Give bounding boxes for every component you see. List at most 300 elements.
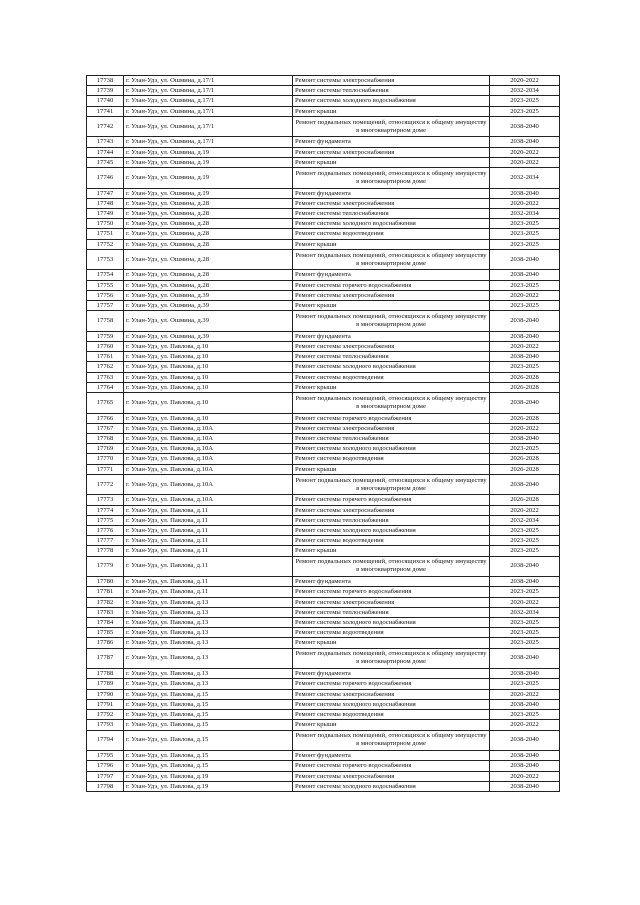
row-number: 17786	[87, 638, 124, 648]
address-cell: г. Улан-Удэ, ул. Ошмина, д.28	[124, 209, 293, 219]
table-row	[87, 679, 560, 689]
address-cell: г. Улан-Удэ, ул. Павлова, д.11	[124, 546, 293, 556]
work-type-cell: Ремонт системы водоотведения	[293, 536, 490, 546]
period-cell: 2020-2022	[490, 720, 560, 730]
address-cell: г. Улан-Удэ, ул. Ошмина, д.17/1	[124, 137, 293, 147]
work-type-cell: Ремонт фундамента	[293, 331, 490, 341]
period-cell: 2038-2040	[490, 648, 560, 669]
table-row	[87, 413, 560, 423]
table-row	[87, 587, 560, 597]
work-type-cell: Ремонт системы горячего водоснабжения	[293, 761, 490, 771]
row-number: 17766	[87, 413, 124, 423]
row-number: 17758	[87, 311, 124, 332]
period-cell: 2038-2040	[490, 577, 560, 587]
period-cell: 2032-2034	[490, 209, 560, 219]
table-row	[87, 116, 560, 137]
row-number: 17757	[87, 301, 124, 311]
address-cell: г. Улан-Удэ, ул. Павлова, д.10А	[124, 423, 293, 433]
period-cell: 2026-2028	[490, 413, 560, 423]
address-cell: г. Улан-Удэ, ул. Ошмина, д.19	[124, 157, 293, 167]
period-cell: 2038-2040	[490, 761, 560, 771]
period-cell: 2038-2040	[490, 116, 560, 137]
address-cell: г. Улан-Удэ, ул. Павлова, д.19	[124, 781, 293, 791]
address-cell: г. Улан-Удэ, ул. Павлова, д.15	[124, 730, 293, 751]
address-cell: г. Улан-Удэ, ул. Павлова, д.10А	[124, 474, 293, 495]
work-type-cell: Ремонт подвальных помещений, относящихся к общему имуществу в многоквартирном доме	[293, 116, 490, 137]
table-row	[87, 331, 560, 341]
address-cell: г. Улан-Удэ, ул. Павлова, д.13	[124, 618, 293, 628]
row-number: 17785	[87, 628, 124, 638]
row-number: 17749	[87, 209, 124, 219]
table-row	[87, 597, 560, 607]
period-cell: 2038-2040	[490, 474, 560, 495]
table-row	[87, 301, 560, 311]
address-cell: г. Улан-Удэ, ул. Ошмина, д.39	[124, 301, 293, 311]
table-row	[87, 280, 560, 290]
work-type-cell: Ремонт системы водоотведения	[293, 710, 490, 720]
row-number: 17739	[87, 86, 124, 96]
work-type-cell: Ремонт крыши	[293, 464, 490, 474]
table-row	[87, 86, 560, 96]
address-cell: г. Улан-Удэ, ул. Павлова, д.10	[124, 342, 293, 352]
address-cell: г. Улан-Удэ, ул. Павлова, д.13	[124, 607, 293, 617]
address-cell: г. Улан-Удэ, ул. Павлова, д.11	[124, 515, 293, 525]
address-cell: г. Улан-Удэ, ул. Ошмина, д.28	[124, 249, 293, 270]
row-number: 17741	[87, 106, 124, 116]
work-type-cell: Ремонт подвальных помещений, относящихся к общему имуществу в многоквартирном доме	[293, 730, 490, 751]
row-number: 17754	[87, 270, 124, 280]
table-row	[87, 536, 560, 546]
period-cell: 2020-2022	[490, 198, 560, 208]
row-number: 17761	[87, 352, 124, 362]
table-row	[87, 607, 560, 617]
address-cell: г. Улан-Удэ, ул. Ошмина, д.28	[124, 270, 293, 280]
work-type-cell: Ремонт системы холодного водоснабжения	[293, 618, 490, 628]
address-cell: г. Улан-Удэ, ул. Павлова, д.10	[124, 393, 293, 414]
table-row	[87, 423, 560, 433]
period-cell: 2038-2040	[490, 331, 560, 341]
address-cell: г. Улан-Удэ, ул. Павлова, д.10	[124, 362, 293, 372]
work-type-cell: Ремонт системы водоотведения	[293, 372, 490, 382]
table-row	[87, 638, 560, 648]
table-row	[87, 372, 560, 382]
address-cell: г. Улан-Удэ, ул. Ошмина, д.28	[124, 239, 293, 249]
row-number: 17784	[87, 618, 124, 628]
table-row	[87, 464, 560, 474]
row-number: 17787	[87, 648, 124, 669]
address-cell: г. Улан-Удэ, ул. Павлова, д.11	[124, 526, 293, 536]
row-number: 17740	[87, 96, 124, 106]
period-cell: 2023-2025	[490, 106, 560, 116]
work-type-cell: Ремонт крыши	[293, 239, 490, 249]
period-cell: 2026-2028	[490, 495, 560, 505]
period-cell: 2026-2028	[490, 464, 560, 474]
address-cell: г. Улан-Удэ, ул. Павлова, д.15	[124, 720, 293, 730]
table-row	[87, 229, 560, 239]
table-row	[87, 648, 560, 669]
work-type-cell: Ремонт системы электроснабжения	[293, 147, 490, 157]
period-cell: 2023-2025	[490, 444, 560, 454]
row-number: 17738	[87, 76, 124, 86]
address-cell: г. Улан-Удэ, ул. Ошмина, д.28	[124, 219, 293, 229]
table-row	[87, 699, 560, 709]
row-number: 17794	[87, 730, 124, 751]
work-type-cell: Ремонт системы водоотведения	[293, 454, 490, 464]
table-row	[87, 710, 560, 720]
period-cell: 2020-2022	[490, 157, 560, 167]
address-cell: г. Улан-Удэ, ул. Павлова, д.19	[124, 771, 293, 781]
period-cell: 2023-2025	[490, 679, 560, 689]
table-row	[87, 515, 560, 525]
row-number: 17783	[87, 607, 124, 617]
row-number: 17777	[87, 536, 124, 546]
period-cell: 2032-2034	[490, 515, 560, 525]
table-row	[87, 577, 560, 587]
period-cell: 2023-2025	[490, 618, 560, 628]
row-number: 17760	[87, 342, 124, 352]
row-number: 17751	[87, 229, 124, 239]
work-type-cell: Ремонт фундамента	[293, 669, 490, 679]
row-number: 17763	[87, 372, 124, 382]
table-body	[87, 76, 560, 792]
work-type-cell: Ремонт системы теплоснабжения	[293, 209, 490, 219]
address-cell: г. Улан-Удэ, ул. Ошмина, д.39	[124, 290, 293, 300]
work-type-cell: Ремонт системы электроснабжения	[293, 342, 490, 352]
row-number: 17742	[87, 116, 124, 137]
address-cell: г. Улан-Удэ, ул. Павлова, д.10А	[124, 454, 293, 464]
address-cell: г. Улан-Удэ, ул. Ошмина, д.39	[124, 331, 293, 341]
table-row	[87, 137, 560, 147]
address-cell: г. Улан-Удэ, ул. Павлова, д.13	[124, 679, 293, 689]
row-number: 17746	[87, 168, 124, 189]
row-number: 17769	[87, 444, 124, 454]
period-cell: 2023-2025	[490, 536, 560, 546]
work-type-cell: Ремонт системы холодного водоснабжения	[293, 526, 490, 536]
period-cell: 2020-2022	[490, 76, 560, 86]
address-cell: г. Улан-Удэ, ул. Ошмина, д.19	[124, 147, 293, 157]
work-type-cell: Ремонт подвальных помещений, относящихся к общему имуществу в многоквартирном доме	[293, 393, 490, 414]
work-type-cell: Ремонт системы электроснабжения	[293, 771, 490, 781]
period-cell: 2038-2040	[490, 393, 560, 414]
period-cell: 2038-2040	[490, 311, 560, 332]
table-row	[87, 76, 560, 86]
work-type-cell: Ремонт крыши	[293, 106, 490, 116]
table-row	[87, 474, 560, 495]
row-number: 17792	[87, 710, 124, 720]
work-type-cell: Ремонт подвальных помещений, относящихся к общему имуществу в многоквартирном доме	[293, 249, 490, 270]
row-number: 17776	[87, 526, 124, 536]
work-type-cell: Ремонт фундамента	[293, 188, 490, 198]
work-type-cell: Ремонт фундамента	[293, 577, 490, 587]
address-cell: г. Улан-Удэ, ул. Павлова, д.15	[124, 699, 293, 709]
table-row	[87, 771, 560, 781]
table-row	[87, 628, 560, 638]
period-cell: 2038-2040	[490, 137, 560, 147]
address-cell: г. Улан-Удэ, ул. Павлова, д.11	[124, 536, 293, 546]
table-row	[87, 495, 560, 505]
work-type-cell: Ремонт системы горячего водоснабжения	[293, 413, 490, 423]
work-type-cell: Ремонт системы водоотведения	[293, 628, 490, 638]
work-type-cell: Ремонт системы холодного водоснабжения	[293, 96, 490, 106]
table-row	[87, 730, 560, 751]
address-cell: г. Улан-Удэ, ул. Павлова, д.15	[124, 689, 293, 699]
address-cell: г. Улан-Удэ, ул. Павлова, д.10	[124, 352, 293, 362]
row-number: 17748	[87, 198, 124, 208]
address-cell: г. Улан-Удэ, ул. Ошмина, д.28	[124, 280, 293, 290]
table-row	[87, 209, 560, 219]
period-cell: 2038-2040	[490, 270, 560, 280]
work-type-cell: Ремонт системы электроснабжения	[293, 198, 490, 208]
row-number: 17796	[87, 761, 124, 771]
work-type-cell: Ремонт подвальных помещений, относящихся к общему имуществу в многоквартирном доме	[293, 648, 490, 669]
period-cell: 2032-2034	[490, 86, 560, 96]
row-number: 17791	[87, 699, 124, 709]
period-cell: 2032-2034	[490, 607, 560, 617]
address-cell: г. Улан-Удэ, ул. Павлова, д.10	[124, 382, 293, 392]
address-cell: г. Улан-Удэ, ул. Павлова, д.10А	[124, 495, 293, 505]
row-number: 17788	[87, 669, 124, 679]
address-cell: г. Улан-Удэ, ул. Павлова, д.13	[124, 628, 293, 638]
row-number: 17795	[87, 751, 124, 761]
row-number: 17753	[87, 249, 124, 270]
table-row	[87, 219, 560, 229]
work-type-cell: Ремонт подвальных помещений, относящихся к общему имуществу в многоквартирном доме	[293, 556, 490, 577]
address-cell: г. Улан-Удэ, ул. Павлова, д.10	[124, 413, 293, 423]
period-cell: 2023-2025	[490, 280, 560, 290]
period-cell: 2020-2022	[490, 290, 560, 300]
work-type-cell: Ремонт системы электроснабжения	[293, 505, 490, 515]
work-type-cell: Ремонт крыши	[293, 638, 490, 648]
work-type-cell: Ремонт крыши	[293, 301, 490, 311]
work-type-cell: Ремонт крыши	[293, 157, 490, 167]
work-type-cell: Ремонт системы теплоснабжения	[293, 434, 490, 444]
row-number: 17768	[87, 434, 124, 444]
period-cell: 2023-2025	[490, 362, 560, 372]
table-row	[87, 188, 560, 198]
row-number: 17774	[87, 505, 124, 515]
work-type-cell: Ремонт системы холодного водоснабжения	[293, 699, 490, 709]
address-cell: г. Улан-Удэ, ул. Павлова, д.10	[124, 372, 293, 382]
row-number: 17778	[87, 546, 124, 556]
table-row	[87, 505, 560, 515]
row-number: 17775	[87, 515, 124, 525]
period-cell: 2038-2040	[490, 730, 560, 751]
table-row	[87, 362, 560, 372]
address-cell: г. Улан-Удэ, ул. Павлова, д.10А	[124, 444, 293, 454]
period-cell: 2038-2040	[490, 434, 560, 444]
period-cell: 2020-2022	[490, 597, 560, 607]
period-cell: 2038-2040	[490, 188, 560, 198]
work-type-cell: Ремонт системы электроснабжения	[293, 76, 490, 86]
work-type-cell: Ремонт системы теплоснабжения	[293, 607, 490, 617]
work-type-cell: Ремонт системы горячего водоснабжения	[293, 280, 490, 290]
table-row	[87, 669, 560, 679]
table-row	[87, 352, 560, 362]
address-cell: г. Улан-Удэ, ул. Ошмина, д.28	[124, 198, 293, 208]
table-row	[87, 147, 560, 157]
address-cell: г. Улан-Удэ, ул. Павлова, д.13	[124, 648, 293, 669]
table-row	[87, 393, 560, 414]
work-type-cell: Ремонт крыши	[293, 546, 490, 556]
row-number: 17789	[87, 679, 124, 689]
period-cell: 2023-2025	[490, 638, 560, 648]
table-row	[87, 290, 560, 300]
period-cell: 2020-2022	[490, 147, 560, 157]
row-number: 17771	[87, 464, 124, 474]
work-type-cell: Ремонт системы холодного водоснабжения	[293, 362, 490, 372]
row-number: 17782	[87, 597, 124, 607]
row-number: 17764	[87, 382, 124, 392]
table-row	[87, 239, 560, 249]
work-type-cell: Ремонт системы холодного водоснабжения	[293, 444, 490, 454]
address-cell: г. Улан-Удэ, ул. Павлова, д.11	[124, 505, 293, 515]
row-number: 17744	[87, 147, 124, 157]
row-number: 17756	[87, 290, 124, 300]
address-cell: г. Улан-Удэ, ул. Павлова, д.15	[124, 761, 293, 771]
period-cell: 2023-2025	[490, 301, 560, 311]
row-number: 17767	[87, 423, 124, 433]
row-number: 17752	[87, 239, 124, 249]
table-row	[87, 342, 560, 352]
table-row	[87, 720, 560, 730]
work-type-cell: Ремонт системы холодного водоснабжения	[293, 219, 490, 229]
period-cell: 2023-2025	[490, 587, 560, 597]
table-row	[87, 157, 560, 167]
work-type-cell: Ремонт фундамента	[293, 751, 490, 761]
period-cell: 2020-2022	[490, 771, 560, 781]
row-number: 17743	[87, 137, 124, 147]
address-cell: г. Улан-Удэ, ул. Ошмина, д.19	[124, 168, 293, 189]
work-type-cell: Ремонт системы электроснабжения	[293, 689, 490, 699]
work-type-cell: Ремонт системы горячего водоснабжения	[293, 495, 490, 505]
work-type-cell: Ремонт системы электроснабжения	[293, 290, 490, 300]
row-number: 17755	[87, 280, 124, 290]
row-number: 17790	[87, 689, 124, 699]
row-number: 17762	[87, 362, 124, 372]
period-cell: 2026-2028	[490, 372, 560, 382]
table-row	[87, 556, 560, 577]
table-row	[87, 382, 560, 392]
row-number: 17793	[87, 720, 124, 730]
repair-schedule-table	[86, 75, 560, 792]
address-cell: г. Улан-Удэ, ул. Павлова, д.10А	[124, 434, 293, 444]
work-type-cell: Ремонт крыши	[293, 382, 490, 392]
table-row	[87, 198, 560, 208]
row-number: 17779	[87, 556, 124, 577]
table-row	[87, 434, 560, 444]
table-row	[87, 781, 560, 791]
address-cell: г. Улан-Удэ, ул. Ошмина, д.17/1	[124, 116, 293, 137]
address-cell: г. Улан-Удэ, ул. Ошмина, д.17/1	[124, 96, 293, 106]
period-cell: 2038-2040	[490, 352, 560, 362]
period-cell: 2020-2022	[490, 505, 560, 515]
period-cell: 2038-2040	[490, 781, 560, 791]
table-row	[87, 689, 560, 699]
work-type-cell: Ремонт крыши	[293, 720, 490, 730]
period-cell: 2023-2025	[490, 546, 560, 556]
period-cell: 2026-2028	[490, 382, 560, 392]
work-type-cell: Ремонт системы теплоснабжения	[293, 515, 490, 525]
row-number: 17780	[87, 577, 124, 587]
address-cell: г. Улан-Удэ, ул. Павлова, д.15	[124, 751, 293, 761]
work-type-cell: Ремонт системы электроснабжения	[293, 597, 490, 607]
table-row	[87, 618, 560, 628]
period-cell: 2023-2025	[490, 526, 560, 536]
address-cell: г. Улан-Удэ, ул. Павлова, д.15	[124, 710, 293, 720]
address-cell: г. Улан-Удэ, ул. Павлова, д.13	[124, 597, 293, 607]
period-cell: 2038-2040	[490, 699, 560, 709]
row-number: 17765	[87, 393, 124, 414]
row-number: 17750	[87, 219, 124, 229]
table-row	[87, 444, 560, 454]
row-number: 17747	[87, 188, 124, 198]
address-cell: г. Улан-Удэ, ул. Ошмина, д.17/1	[124, 106, 293, 116]
address-cell: г. Улан-Удэ, ул. Ошмина, д.28	[124, 229, 293, 239]
address-cell: г. Улан-Удэ, ул. Павлова, д.11	[124, 587, 293, 597]
table-row	[87, 454, 560, 464]
table-row	[87, 546, 560, 556]
period-cell: 2023-2025	[490, 96, 560, 106]
table-row	[87, 761, 560, 771]
row-number: 17745	[87, 157, 124, 167]
work-type-cell: Ремонт фундамента	[293, 270, 490, 280]
row-number: 17759	[87, 331, 124, 341]
table-row	[87, 751, 560, 761]
work-type-cell: Ремонт подвальных помещений, относящихся к общему имуществу в многоквартирном доме	[293, 474, 490, 495]
period-cell: 2038-2040	[490, 556, 560, 577]
row-number: 17798	[87, 781, 124, 791]
period-cell: 2023-2025	[490, 628, 560, 638]
period-cell: 2020-2022	[490, 423, 560, 433]
address-cell: г. Улан-Удэ, ул. Павлова, д.10А	[124, 464, 293, 474]
table-row	[87, 106, 560, 116]
work-type-cell: Ремонт системы теплоснабжения	[293, 352, 490, 362]
work-type-cell: Ремонт системы холодного водоснабжения	[293, 781, 490, 791]
row-number: 17797	[87, 771, 124, 781]
period-cell: 2038-2040	[490, 249, 560, 270]
table-row	[87, 168, 560, 189]
address-cell: г. Улан-Удэ, ул. Ошмина, д.39	[124, 311, 293, 332]
period-cell: 2023-2025	[490, 219, 560, 229]
period-cell: 2023-2025	[490, 710, 560, 720]
table-row	[87, 249, 560, 270]
work-type-cell: Ремонт системы водоотведения	[293, 229, 490, 239]
work-type-cell: Ремонт подвальных помещений, относящихся к общему имуществу в многоквартирном доме	[293, 168, 490, 189]
row-number: 17770	[87, 454, 124, 464]
work-type-cell: Ремонт системы горячего водоснабжения	[293, 587, 490, 597]
address-cell: г. Улан-Удэ, ул. Павлова, д.11	[124, 556, 293, 577]
table-row	[87, 270, 560, 280]
table-row	[87, 526, 560, 536]
work-type-cell: Ремонт системы горячего водоснабжения	[293, 679, 490, 689]
period-cell: 2026-2028	[490, 454, 560, 464]
address-cell: г. Улан-Удэ, ул. Ошмина, д.17/1	[124, 86, 293, 96]
work-type-cell: Ремонт системы теплоснабжения	[293, 86, 490, 96]
period-cell: 2023-2025	[490, 229, 560, 239]
period-cell: 2020-2022	[490, 689, 560, 699]
address-cell: г. Улан-Удэ, ул. Ошмина, д.17/1	[124, 76, 293, 86]
period-cell: 2023-2025	[490, 239, 560, 249]
period-cell: 2038-2040	[490, 751, 560, 761]
address-cell: г. Улан-Удэ, ул. Павлова, д.11	[124, 577, 293, 587]
period-cell: 2032-2034	[490, 168, 560, 189]
period-cell: 2038-2040	[490, 669, 560, 679]
work-type-cell: Ремонт подвальных помещений, относящихся к общему имуществу в многоквартирном доме	[293, 311, 490, 332]
work-type-cell: Ремонт фундамента	[293, 137, 490, 147]
period-cell: 2020-2022	[490, 342, 560, 352]
row-number: 17772	[87, 474, 124, 495]
work-type-cell: Ремонт системы электроснабжения	[293, 423, 490, 433]
